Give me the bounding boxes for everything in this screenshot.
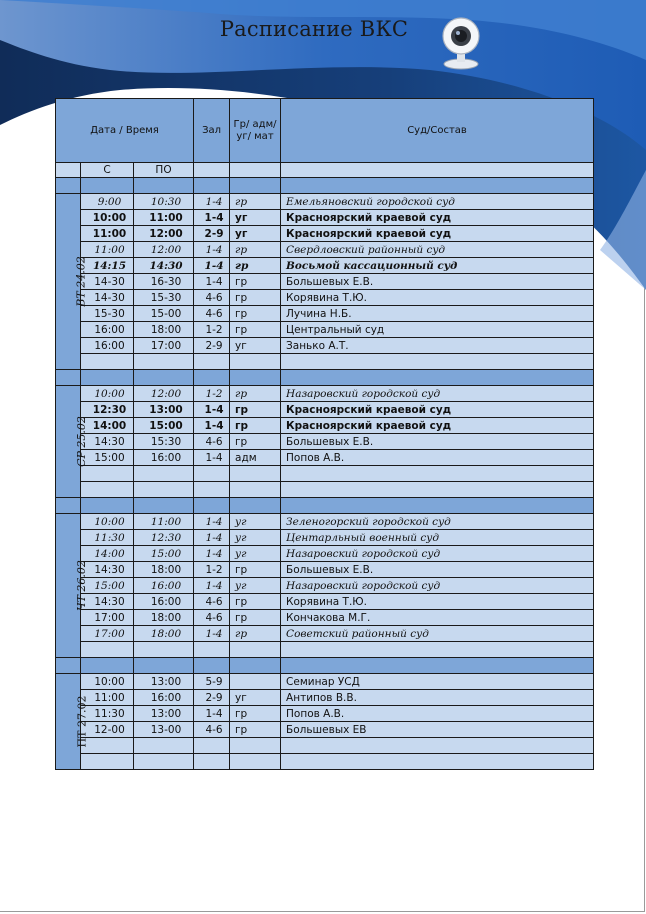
hall-cell: 4-6 [194,610,230,626]
hall-cell: 1-2 [194,322,230,338]
hall-cell: 4-6 [194,306,230,322]
case-type-cell: гр [230,418,281,434]
hall-cell: 1-2 [194,562,230,578]
court-cell: Большевых Е.В. [281,562,594,578]
time-to-cell: 17:00 [134,338,194,354]
separator-cell [81,498,134,514]
case-type-cell: уг [230,530,281,546]
hall-cell: 1-4 [194,546,230,562]
table-row [56,210,594,226]
court-cell: Большевых Е.В. [281,274,594,290]
separator-cell [56,498,81,514]
court-cell: Красноярский краевой суд [281,418,594,434]
court-cell [281,642,594,658]
time-to-cell: 13:00 [134,402,194,418]
hall-cell [194,738,230,754]
hall-cell: 5-9 [194,674,230,690]
time-from-cell: 16:00 [81,338,134,354]
time-to-cell [134,642,194,658]
court-cell: Попов А.В. [281,706,594,722]
hall-cell: 1-4 [194,578,230,594]
separator-cell [194,658,230,674]
table-row [56,242,594,258]
separator-cell [281,498,594,514]
court-cell [281,354,594,370]
header-datetime: Дата / Время [56,99,194,163]
separator-cell [230,370,281,386]
time-from-cell: 10:00 [81,210,134,226]
court-cell: Советский районный суд [281,626,594,642]
hall-cell: 2-9 [194,690,230,706]
day-separator-row [56,370,594,386]
case-type-cell [230,482,281,498]
case-type-cell: уг [230,226,281,242]
hall-cell: 1-4 [194,626,230,642]
table-row [56,706,594,722]
hall-cell: 4-6 [194,722,230,738]
page-title: Расписание ВКС [219,17,409,41]
time-to-cell: 13:00 [134,706,194,722]
table-row [56,690,594,706]
court-cell [281,466,594,482]
table-row [56,722,594,738]
time-to-cell: 10:30 [134,194,194,210]
court-cell [281,738,594,754]
separator-cell [81,370,134,386]
time-to-cell: 18:00 [134,626,194,642]
case-type-cell: гр [230,386,281,402]
court-cell: Назаровский городской суд [281,578,594,594]
time-from-cell: 12:30 [81,402,134,418]
hall-cell: 1-2 [194,386,230,402]
table-row [56,194,594,210]
time-to-cell [134,482,194,498]
table-row [56,258,594,274]
case-type-cell: гр [230,242,281,258]
case-type-cell: уг [230,578,281,594]
hall-cell [194,354,230,370]
table-row [56,274,594,290]
time-to-cell: 15:30 [134,434,194,450]
day-label: ПТ 27.02 [75,695,89,748]
case-type-cell [230,466,281,482]
day-label-cell [56,514,88,658]
court-cell: Свердловский районный суд [281,242,594,258]
table-row [56,594,594,610]
separator-cell [281,658,594,674]
hall-cell [194,754,230,770]
court-cell: Красноярский краевой суд [281,210,594,226]
case-type-cell: гр [230,194,281,210]
header-hall: Зал [194,99,230,163]
case-type-cell: уг [230,546,281,562]
table-row [56,322,594,338]
time-to-cell: 18:00 [134,322,194,338]
separator-cell [81,658,134,674]
table-row [56,306,594,322]
case-type-cell: гр [230,434,281,450]
time-from-cell: 14:30 [81,434,134,450]
table-subheader-row [56,163,594,178]
case-type-cell [230,354,281,370]
hall-cell: 1-4 [194,258,230,274]
time-from-cell: 10:00 [81,514,134,530]
time-to-cell: 12:00 [134,242,194,258]
separator-cell [230,178,281,194]
separator-cell [134,498,194,514]
table-row [56,530,594,546]
day-label: ВТ 24.02 [74,256,88,307]
table-row [56,626,594,642]
time-from-cell [81,754,134,770]
time-from-cell [81,482,134,498]
hall-cell: 2-9 [194,226,230,242]
case-type-cell: гр [230,610,281,626]
time-from-cell: 11:30 [81,706,134,722]
time-from-cell: 14:15 [81,258,134,274]
separator-cell [134,178,194,194]
time-from-cell: 11:00 [81,226,134,242]
court-cell: Центральный суд [281,322,594,338]
time-from-cell: 15:00 [81,450,134,466]
court-cell [281,754,594,770]
separator-cell [194,178,230,194]
hall-cell: 1-4 [194,418,230,434]
table-row [56,434,594,450]
time-to-cell: 18:00 [134,562,194,578]
separator-cell [230,498,281,514]
table-row [56,562,594,578]
separator-cell [281,178,594,194]
time-from-cell [81,354,134,370]
time-to-cell: 16:00 [134,578,194,594]
separator-cell [56,370,81,386]
table-row [56,642,594,658]
separator-cell [230,658,281,674]
hall-cell [194,482,230,498]
time-to-cell: 12:30 [134,530,194,546]
time-from-cell: 17:00 [81,626,134,642]
time-to-cell: 13:00 [134,674,194,690]
time-to-cell [134,754,194,770]
subheader-blank [194,163,230,178]
case-type-cell: гр [230,290,281,306]
court-cell [281,482,594,498]
court-cell: Корявина Т.Ю. [281,594,594,610]
case-type-cell: гр [230,402,281,418]
table-row [56,738,594,754]
time-to-cell: 11:00 [134,514,194,530]
time-to-cell [134,738,194,754]
court-cell: Занько А.Т. [281,338,594,354]
separator-cell [134,370,194,386]
time-to-cell: 11:00 [134,210,194,226]
hall-cell: 1-4 [194,210,230,226]
time-to-cell: 12:00 [134,386,194,402]
webcam-icon [436,14,486,70]
case-type-cell: адм [230,450,281,466]
time-from-cell [81,466,134,482]
case-type-cell: гр [230,258,281,274]
time-to-cell: 13-00 [134,722,194,738]
hall-cell: 1-4 [194,194,230,210]
subheader-blank [230,163,281,178]
time-from-cell: 14:00 [81,546,134,562]
day-separator-row [56,178,594,194]
time-from-cell: 14-30 [81,290,134,306]
hall-cell: 1-4 [194,242,230,258]
time-from-cell: 10:00 [81,674,134,690]
court-cell: Восьмой кассационный суд [281,258,594,274]
case-type-cell: уг [230,690,281,706]
case-type-cell: уг [230,210,281,226]
court-cell: Лучина Н.Б. [281,306,594,322]
case-type-cell: гр [230,594,281,610]
hall-cell: 1-4 [194,514,230,530]
separator-cell [56,658,81,674]
separator-cell [134,658,194,674]
time-from-cell: 17:00 [81,610,134,626]
time-from-cell: 11:00 [81,690,134,706]
court-cell: Зеленогорский городской суд [281,514,594,530]
court-cell: Центарльный военный суд [281,530,594,546]
table-row [56,578,594,594]
case-type-cell: гр [230,626,281,642]
day-label-cell [56,674,89,770]
header-from: С [81,163,134,178]
time-from-cell: 9:00 [81,194,134,210]
time-from-cell: 14:30 [81,594,134,610]
case-type-cell [230,738,281,754]
hall-cell: 1-4 [194,706,230,722]
time-to-cell: 18:00 [134,610,194,626]
time-to-cell: 16-30 [134,274,194,290]
separator-cell [56,178,81,194]
table-row [56,482,594,498]
case-type-cell: гр [230,274,281,290]
time-from-cell: 16:00 [81,322,134,338]
court-cell: Антипов В.В. [281,690,594,706]
hall-cell: 4-6 [194,434,230,450]
case-type-cell: гр [230,306,281,322]
court-cell: Большевых ЕВ [281,722,594,738]
time-from-cell: 14:30 [81,562,134,578]
day-label: СР 25.02 [74,416,88,467]
header-court: Суд/Состав [281,99,594,163]
time-from-cell: 14:00 [81,418,134,434]
table-row [56,546,594,562]
hall-cell: 1-4 [194,274,230,290]
court-cell: Емельяновский городской суд [281,194,594,210]
day-label-cell [56,194,88,370]
table-row [56,514,594,530]
court-cell: Назаровский городской суд [281,386,594,402]
court-cell: Корявина Т.Ю. [281,290,594,306]
court-cell: Семинар УСД [281,674,594,690]
case-type-cell: гр [230,322,281,338]
case-type-cell [230,674,281,690]
time-from-cell: 11:30 [81,530,134,546]
hall-cell: 1-4 [194,450,230,466]
court-cell: Красноярский краевой суд [281,402,594,418]
table-row [56,386,594,402]
time-to-cell [134,466,194,482]
subheader-blank [281,163,594,178]
court-cell: Попов А.В. [281,450,594,466]
time-to-cell: 16:00 [134,690,194,706]
time-from-cell [81,642,134,658]
table-row [56,754,594,770]
schedule-table [55,98,594,770]
table-row [56,226,594,242]
time-to-cell: 15-00 [134,306,194,322]
time-from-cell: 15-30 [81,306,134,322]
table-row [56,466,594,482]
subheader-blank [56,163,81,178]
hall-cell: 4-6 [194,290,230,306]
time-to-cell: 16:00 [134,450,194,466]
separator-cell [281,370,594,386]
table-row [56,674,594,690]
table-row [56,450,594,466]
separator-cell [194,370,230,386]
court-cell: Большевых Е.В. [281,434,594,450]
table-row [56,402,594,418]
court-cell: Красноярский краевой суд [281,226,594,242]
time-to-cell: 15-30 [134,290,194,306]
hall-cell: 1-4 [194,402,230,418]
table-row [56,354,594,370]
header-type: Гр/ адм/уг/ мат [230,99,281,163]
table-row [56,610,594,626]
separator-cell [194,498,230,514]
table-row [56,418,594,434]
case-type-cell: уг [230,514,281,530]
case-type-cell: гр [230,562,281,578]
time-to-cell: 16:00 [134,594,194,610]
hall-cell: 1-4 [194,530,230,546]
hall-cell [194,642,230,658]
time-to-cell [134,354,194,370]
hall-cell: 2-9 [194,338,230,354]
time-from-cell: 15:00 [81,578,134,594]
time-from-cell: 14-30 [81,274,134,290]
hall-cell [194,466,230,482]
day-label-cell [56,386,88,498]
hall-cell: 4-6 [194,594,230,610]
case-type-cell [230,642,281,658]
day-separator-row [56,658,594,674]
time-to-cell: 14:30 [134,258,194,274]
day-label: ЧТ 26.02 [74,560,88,611]
separator-cell [81,178,134,194]
case-type-cell: уг [230,338,281,354]
table-header-row [56,99,594,163]
court-cell: Кончакова М.Г. [281,610,594,626]
time-from-cell: 10:00 [81,386,134,402]
day-separator-row [56,498,594,514]
time-to-cell: 15:00 [134,546,194,562]
time-to-cell: 12:00 [134,226,194,242]
time-from-cell: 12-00 [81,722,134,738]
court-cell: Назаровский городской суд [281,546,594,562]
time-from-cell: 11:00 [81,242,134,258]
case-type-cell: гр [230,706,281,722]
table-row [56,290,594,306]
case-type-cell [230,754,281,770]
header-to: ПО [134,163,194,178]
time-to-cell: 15:00 [134,418,194,434]
table-row [56,338,594,354]
case-type-cell: гр [230,722,281,738]
